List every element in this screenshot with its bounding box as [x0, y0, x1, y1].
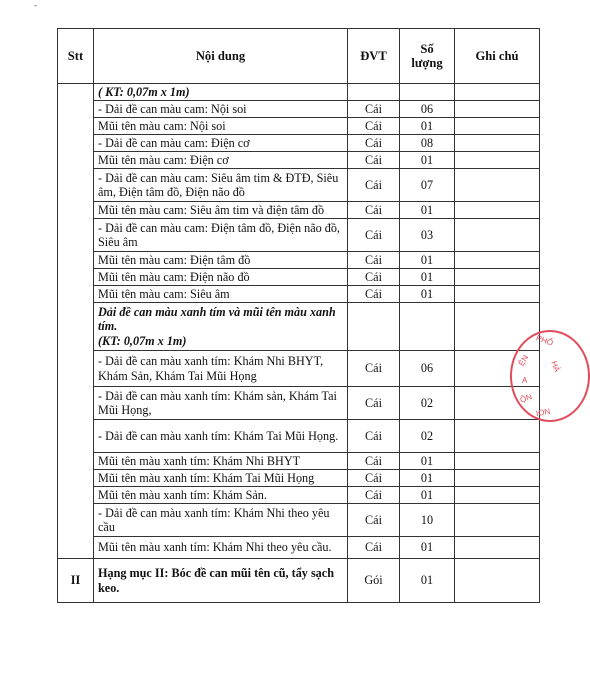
row-content: Mũi tên màu cam: Siêu âm: [94, 286, 348, 303]
table-row: [58, 84, 540, 101]
section-ii-dvt: Gói: [348, 559, 400, 603]
row-so-luong: 03: [400, 219, 455, 252]
row-so-luong: 01: [400, 152, 455, 169]
section-ii-stt: II: [58, 559, 94, 603]
row-dvt: Cái: [348, 487, 400, 504]
row-dvt: Cái: [348, 219, 400, 252]
stamp-fragment: HÀ: [549, 359, 562, 374]
row-content: Mũi tên màu xanh tím: Khám Nhi theo yêu cầu.: [94, 537, 348, 559]
table-row: [58, 504, 540, 537]
row-so-luong: 02: [400, 387, 455, 420]
row-ghi-chu: [455, 269, 540, 286]
table-row: [58, 202, 540, 219]
table-row: [58, 420, 540, 453]
row-dvt: Cái: [348, 387, 400, 420]
row-dvt: [348, 84, 400, 101]
row-ghi-chu: [455, 487, 540, 504]
row-so-luong: 01: [400, 453, 455, 470]
header-so-luong: Số lượng: [400, 29, 455, 84]
row-dvt: Cái: [348, 135, 400, 152]
stamp-fragment: ỆN: [516, 353, 531, 368]
row-content: Mũi tên màu xanh tím: Khám Tai Mũi Họng: [94, 470, 348, 487]
row-ghi-chu: [455, 101, 540, 118]
row-content: - Dải đề can màu xanh tím: Khám Nhi theo yêu cầu: [94, 504, 348, 537]
row-ghi-chu: [455, 169, 540, 202]
section-ii-so-luong: 01: [400, 559, 455, 603]
row-ghi-chu: [455, 252, 540, 269]
row-ghi-chu: [455, 470, 540, 487]
row-so-luong: 01: [400, 487, 455, 504]
row-dvt: Cái: [348, 269, 400, 286]
row-content: Mũi tên màu cam: Điện tâm đồ: [94, 252, 348, 269]
header-dvt: ĐVT: [348, 29, 400, 84]
row-content: Mũi tên màu cam: Điện cơ: [94, 152, 348, 169]
row-content: Mũi tên màu cam: Điện não đồ: [94, 269, 348, 286]
table-row: [58, 269, 540, 286]
row-content: Mũi tên màu cam: Nội soi: [94, 118, 348, 135]
row-content: - Dải đề can màu cam: Điện tâm đồ, Điện não đồ, Siêu âm: [94, 219, 348, 252]
table-row: [58, 303, 540, 351]
table-row: [58, 152, 540, 169]
row-dvt: Cái: [348, 470, 400, 487]
row-dvt: Cái: [348, 420, 400, 453]
row-ghi-chu: [455, 152, 540, 169]
row-dvt: Cái: [348, 351, 400, 387]
row-ghi-chu: [455, 219, 540, 252]
row-so-luong: 10: [400, 504, 455, 537]
row-ghi-chu: [455, 504, 540, 537]
section-ii-ghi-chu: [455, 559, 540, 603]
row-so-luong: 06: [400, 351, 455, 387]
row-dvt: Cái: [348, 453, 400, 470]
row-dvt: Cái: [348, 101, 400, 118]
row-so-luong: 08: [400, 135, 455, 152]
table-row: [58, 101, 540, 118]
row-content: - Dải đề can màu xanh tím: Khám Tai Mũi Họng.: [94, 420, 348, 453]
row-dvt: [348, 303, 400, 351]
row-so-luong: 01: [400, 269, 455, 286]
row-so-luong: 01: [400, 470, 455, 487]
row-content: - Dải đề can màu cam: Nội soi: [94, 101, 348, 118]
row-content: - Dải đề can màu xanh tím: Khám sản, Khám Tai Mũi Họng,: [94, 387, 348, 420]
section-ii-row: [58, 559, 540, 603]
row-content: - Dải đề can màu cam: Điện cơ: [94, 135, 348, 152]
row-dvt: Cái: [348, 252, 400, 269]
row-ghi-chu: [455, 202, 540, 219]
header-stt: Stt: [58, 29, 94, 84]
row-ghi-chu: [455, 118, 540, 135]
red-stamp-seal: [510, 330, 590, 422]
table-row: [58, 453, 540, 470]
row-content: Mũi tên màu xanh tím: Khám Sản.: [94, 487, 348, 504]
row-ghi-chu: [455, 84, 540, 101]
table-row: [58, 351, 540, 387]
row-dvt: Cái: [348, 118, 400, 135]
row-so-luong: [400, 303, 455, 351]
header-noi-dung: Nội dung: [94, 29, 348, 84]
row-content: Mũi tên màu cam: Siêu âm tim và điện tâm đồ: [94, 202, 348, 219]
table-row: [58, 537, 540, 559]
row-dvt: Cái: [348, 169, 400, 202]
table-row: [58, 252, 540, 269]
section-subheading: Dải đề can màu xanh tím và mũi tên màu xanh tím.: [98, 304, 336, 334]
table-row: [58, 487, 540, 504]
row-so-luong: [400, 84, 455, 101]
section-subheading-size: (KT: 0,07m x 1m): [98, 333, 187, 348]
row-content: - Dải đề can màu cam: Siêu âm tim & ĐTĐ, Siêu âm, Điện tâm đồ, Điện não đồ: [94, 169, 348, 202]
row-ghi-chu: [455, 420, 540, 453]
row-content-heading: [94, 303, 348, 351]
row-so-luong: 01: [400, 537, 455, 559]
row-so-luong: 02: [400, 420, 455, 453]
row-ghi-chu: [455, 537, 540, 559]
stamp-fragment: ION: [535, 406, 551, 419]
stamp-fragment: A: [522, 376, 528, 385]
row-dvt: Cái: [348, 537, 400, 559]
row-dvt: Cái: [348, 152, 400, 169]
section-ii-content: Hạng mục II: Bóc đề can mũi tên cũ, tẩy sạch keo.: [94, 559, 348, 603]
stamp-fragment: ỘN: [518, 392, 534, 405]
row-so-luong: 06: [400, 101, 455, 118]
row-so-luong: 07: [400, 169, 455, 202]
row-dvt: Cái: [348, 504, 400, 537]
row-content: Mũi tên màu xanh tím: Khám Nhi BHYT: [94, 453, 348, 470]
header-row: [58, 29, 540, 84]
row-so-luong: 01: [400, 118, 455, 135]
row-ghi-chu: [455, 135, 540, 152]
items-table: [57, 28, 540, 603]
row-ghi-chu: [455, 453, 540, 470]
table-row: [58, 470, 540, 487]
row-dvt: Cái: [348, 202, 400, 219]
table-row: [58, 219, 540, 252]
row-dvt: Cái: [348, 286, 400, 303]
row-content: - Dải đề can màu xanh tím: Khám Nhi BHYT, Khám Sản, Khám Tai Mũi Họng: [94, 351, 348, 387]
row-so-luong: 01: [400, 286, 455, 303]
stt-cell-blank: [58, 84, 94, 559]
stamp-fragment: PHỐ: [534, 333, 555, 348]
row-so-luong: 01: [400, 202, 455, 219]
row-content: ( KT: 0,07m x 1m): [94, 84, 348, 101]
table-row: [58, 135, 540, 152]
table-row: [58, 169, 540, 202]
table-row: [58, 286, 540, 303]
table-row: [58, 118, 540, 135]
corner-mark: -: [34, 0, 37, 10]
table-row: [58, 387, 540, 420]
row-ghi-chu: [455, 286, 540, 303]
header-ghi-chu: Ghi chú: [455, 29, 540, 84]
row-so-luong: 01: [400, 252, 455, 269]
